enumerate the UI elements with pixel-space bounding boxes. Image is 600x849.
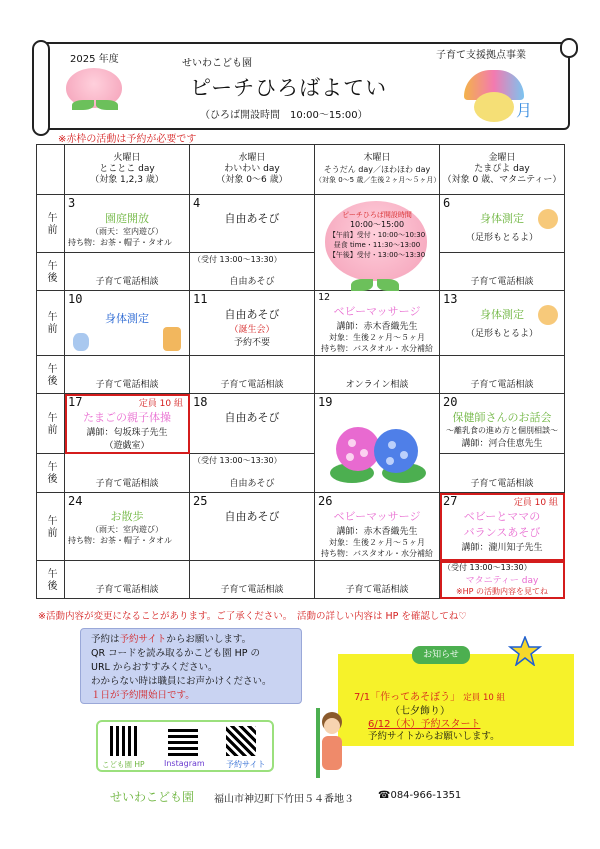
pm-activity: 子育て電話相談 xyxy=(95,380,159,390)
activity-target: 対象：生後２ヶ月〜５ヶ月 xyxy=(329,538,425,547)
news-instruction: 予約サイトからお願いします。 xyxy=(368,731,500,742)
col-target: （対象 1,2,3 歳） xyxy=(90,175,164,185)
col-name: わいわい day xyxy=(224,164,280,174)
am-label: 午前 xyxy=(37,195,65,253)
activity-lecturer: 講師：赤木香織先生 xyxy=(336,527,418,537)
date-number: 10 xyxy=(68,292,83,306)
activity-note: （雨天：室内遊び） xyxy=(91,227,163,236)
scale-cat-icon xyxy=(538,305,558,325)
activity-title: ベビーマッサージ xyxy=(333,305,421,318)
info-text: QR コードを読み取るかこども園 HP の xyxy=(91,648,261,659)
cell-11-pm xyxy=(190,356,315,394)
fiscal-year: 2025 年度 xyxy=(70,54,119,65)
activity-note: （誕生会） xyxy=(229,325,275,335)
activity-title: ベビーマッサージ xyxy=(333,510,421,523)
pm-activity: 子育て電話相談 xyxy=(220,585,284,595)
qr-label: こども園 HP xyxy=(102,760,145,769)
hours-am: 【午前】受付・10:00〜10:30 xyxy=(328,231,426,239)
header-row xyxy=(37,145,565,195)
activity-items: 持ち物：バスタオル・水分補給 xyxy=(321,344,433,353)
hours-pm: 【午後】受付・13:00〜13:30 xyxy=(328,251,426,259)
week1-pm-row xyxy=(37,253,565,291)
date-number: 6 xyxy=(443,196,451,210)
capacity-badge: 定員 10 組 xyxy=(513,498,558,508)
qr-code-reservation[interactable] xyxy=(226,726,256,756)
banner-curl-right xyxy=(560,38,578,58)
pm-activity: 自由あそび xyxy=(229,277,275,287)
cell-27-pm xyxy=(440,561,565,599)
activity-items: 持ち物：お茶・帽子・タオル xyxy=(68,238,172,247)
activity-lecturer: 講師：河合佳恵先生 xyxy=(461,439,543,449)
cell-24-pm xyxy=(65,561,190,599)
activity-lecturer: 講師：匂坂珠子先生 xyxy=(86,428,168,438)
col-day: 木曜日 xyxy=(363,153,391,163)
col-target: （対象 0〜5 歳／生後２ヶ月〜５ヶ月） xyxy=(315,176,441,184)
cell-5-opening-hours xyxy=(315,195,440,291)
cell-12-am xyxy=(315,291,440,356)
info-text: わからない時は職員にお声かけください。 xyxy=(91,676,272,687)
pm-activity: マタニティー day xyxy=(465,576,539,586)
activity-lecturer: 講師：赤木香織先生 xyxy=(336,322,418,332)
activity-title: 身体測定 xyxy=(480,308,524,321)
am-label: 午前 xyxy=(37,291,65,356)
activity-note: 予約不要 xyxy=(233,338,270,348)
leaf-icon xyxy=(351,279,373,291)
cell-18-am xyxy=(190,394,315,454)
activity-title: 身体測定 xyxy=(480,212,524,225)
activity-title: バランスあそび xyxy=(463,526,541,539)
activity-title: 自由あそび xyxy=(224,308,280,321)
col-thu xyxy=(315,145,440,195)
col-tue xyxy=(65,145,190,195)
activity-target: 対象：生後２ヶ月〜５ヶ月 xyxy=(329,333,425,342)
activity-title: 自由あそび xyxy=(224,510,280,523)
cell-25-am xyxy=(190,493,315,561)
activity-title: 保健師さんのお話会 xyxy=(452,411,552,424)
news-start-date: 6/12（木）予約スタート xyxy=(368,719,481,730)
star-icon xyxy=(508,636,542,666)
leaf-icon xyxy=(72,100,94,110)
news-event: 7/1「作ってあそぼう」 xyxy=(354,692,461,703)
activity-title: 自由あそび xyxy=(224,212,280,225)
cell-4-am xyxy=(190,195,315,253)
scale-cat-icon xyxy=(538,209,558,229)
pm-activity: 子育て電話相談 xyxy=(470,277,534,287)
col-wed xyxy=(190,145,315,195)
week1-am-row xyxy=(37,195,565,253)
cell-26-am xyxy=(315,493,440,561)
hours-heading: ピーチひろば開設時間 xyxy=(342,211,412,219)
pm-activity: 子育て電話相談 xyxy=(95,585,159,595)
cell-10-pm xyxy=(65,356,190,394)
week2-pm-row xyxy=(37,356,565,394)
cell-11-am xyxy=(190,291,315,356)
week4-pm-row xyxy=(37,561,565,599)
info-text: からお願いします。 xyxy=(166,634,252,645)
cell-24-am xyxy=(65,493,190,561)
cell-17-pm xyxy=(65,454,190,493)
pm-label: 午後 xyxy=(37,561,65,599)
date-number: 25 xyxy=(193,494,208,508)
pm-reception: （受付 13:00〜13:30） xyxy=(193,255,282,264)
cell-27-am xyxy=(440,493,565,561)
banner-curl-left xyxy=(32,40,50,136)
frog-icon xyxy=(474,92,514,122)
col-name: そうだん day／ほわほわ day xyxy=(323,165,431,174)
qr-code-instagram[interactable] xyxy=(168,726,198,756)
month-label: 月 xyxy=(516,101,533,120)
cell-13-am xyxy=(440,291,565,356)
news-subtitle: （七夕飾り） xyxy=(390,706,450,717)
news-badge: 定員 10 組 xyxy=(463,693,506,703)
col-name: とことこ day xyxy=(99,164,155,174)
col-name: たまぴよ day xyxy=(474,164,530,174)
activity-note: （雨天：室内遊び） xyxy=(91,525,163,534)
week4-am-row xyxy=(37,493,565,561)
date-number: 26 xyxy=(318,494,333,508)
cell-3-pm xyxy=(65,253,190,291)
pm-activity: オンライン相談 xyxy=(345,380,409,390)
date-number: 24 xyxy=(68,494,83,508)
week3-pm-row xyxy=(37,454,565,493)
footer-phone: ☎084-966-1351 xyxy=(378,790,462,801)
cell-6-pm xyxy=(440,253,565,291)
hours-text: （ひろば開設時間 10:00〜15:00） xyxy=(200,110,368,121)
activity-title: 身体測定 xyxy=(105,312,149,325)
col-fri xyxy=(440,145,565,195)
program-name: 子育て支援拠点事業 xyxy=(436,50,526,61)
date-number: 3 xyxy=(68,196,76,210)
pm-activity: 子育て電話相談 xyxy=(470,380,534,390)
date-number: 13 xyxy=(443,292,458,306)
footer-address: 福山市神辺町下竹田５４番地３ xyxy=(214,794,354,805)
date-number: 19 xyxy=(318,395,333,409)
activity-title: お散歩 xyxy=(110,510,144,523)
mouse-icon xyxy=(73,333,89,351)
pm-activity: 子育て電話相談 xyxy=(345,585,409,595)
page-title: ピーチひろばよてい xyxy=(190,76,388,100)
qr-code-hp[interactable] xyxy=(110,726,140,756)
capacity-badge: 定員 10 組 xyxy=(138,399,183,409)
calendar-table xyxy=(36,144,565,599)
activity-title: ベビーとママの xyxy=(463,510,541,523)
activity-subtitle: 〜離乳食の進め方と個別相談〜 xyxy=(446,426,558,435)
pm-reception: （受付 13:00〜13:30） xyxy=(443,563,532,572)
cell-6-am xyxy=(440,195,565,253)
hours-range: 10:00〜15:00 xyxy=(349,220,405,229)
child-tanabata-icon xyxy=(314,708,350,788)
col-target: （対象 0 歳、マタニティー） xyxy=(442,175,562,185)
hours-lunch: 昼食 time・11:30〜13:00 xyxy=(333,241,421,249)
date-number: 11 xyxy=(193,292,208,306)
cell-26-pm xyxy=(315,561,440,599)
info-text: 予約は xyxy=(91,634,120,645)
date-number: 12 xyxy=(318,292,331,303)
date-number: 27 xyxy=(443,494,458,508)
reservation-info-box xyxy=(80,628,302,704)
col-day: 火曜日 xyxy=(113,153,141,163)
qr-panel xyxy=(96,720,274,772)
activity-title: 自由あそび xyxy=(224,411,280,424)
col-day: 水曜日 xyxy=(238,153,266,163)
cell-18-pm xyxy=(190,454,315,493)
cell-4-pm xyxy=(190,253,315,291)
col-target: （対象 0〜6 歳） xyxy=(216,175,288,185)
news-panel xyxy=(338,650,574,746)
pm-label: 午後 xyxy=(37,454,65,493)
date-number: 4 xyxy=(193,196,201,210)
cell-12-pm xyxy=(315,356,440,394)
activity-title: 園庭開放 xyxy=(105,212,149,225)
date-number: 20 xyxy=(443,395,458,409)
pm-activity: 自由あそび xyxy=(229,479,275,489)
info-text: URL からおすすみください。 xyxy=(91,662,218,673)
change-notice: ※活動内容が変更になることがあります。ご了承ください。 活動の詳しい内容は HP を確認してね♡ xyxy=(38,611,467,622)
cell-10-am xyxy=(65,291,190,356)
cell-25-pm xyxy=(190,561,315,599)
activity-items: 持ち物：バスタオル・水分補給 xyxy=(321,549,433,558)
activity-title: たまごの親子体操 xyxy=(83,411,171,424)
pm-activity: 子育て電話相談 xyxy=(470,479,534,489)
footer-school-name: せいわこども園 xyxy=(110,790,195,804)
pm-label: 午後 xyxy=(37,253,65,291)
activity-place: （遊戯室） xyxy=(104,441,150,451)
height-scale-icon xyxy=(163,327,181,351)
activity-items: 持ち物：お茶・帽子・タオル xyxy=(68,536,172,545)
leaf-icon xyxy=(377,279,399,291)
school-name: せいわこども園 xyxy=(182,58,252,69)
week3-am-row xyxy=(37,394,565,454)
cell-20-am xyxy=(440,394,565,454)
qr-label: Instagram xyxy=(164,759,205,768)
pm-label: 午後 xyxy=(37,356,65,394)
date-number: 18 xyxy=(193,395,208,409)
cell-19 xyxy=(315,394,440,493)
col-day: 金曜日 xyxy=(488,153,516,163)
pm-activity: 子育て電話相談 xyxy=(95,479,159,489)
leaf-icon xyxy=(96,100,118,110)
qr-label: 予約サイト xyxy=(226,760,266,769)
date-number: 17 xyxy=(68,395,83,409)
week2-am-row xyxy=(37,291,565,356)
corner-cell xyxy=(37,145,65,195)
reservation-site-link[interactable]: 予約サイト xyxy=(119,634,167,645)
cell-13-pm xyxy=(440,356,565,394)
news-header: お知らせ xyxy=(412,646,470,664)
activity-note: （足形もとるよ） xyxy=(465,233,538,243)
pm-activity: 子育て電話相談 xyxy=(220,380,284,390)
am-label: 午前 xyxy=(37,493,65,561)
am-label: 午前 xyxy=(37,394,65,454)
cell-17-am xyxy=(65,394,190,454)
info-highlight: １日が予約開始日です。 xyxy=(91,690,195,701)
hydrangea-icon xyxy=(322,411,432,491)
activity-note: （足形もとるよ） xyxy=(465,329,538,339)
cell-20-pm xyxy=(440,454,565,493)
reservation-notice: ※赤枠の活動は予約が必要です xyxy=(58,134,197,145)
pm-note: ※HP の活動内容を見てね xyxy=(455,587,549,596)
activity-lecturer: 講師：瀧川知子先生 xyxy=(461,543,543,553)
pm-reception: （受付 13:00〜13:30） xyxy=(193,456,282,466)
cell-3-am xyxy=(65,195,190,253)
pm-activity: 子育て電話相談 xyxy=(95,277,159,287)
